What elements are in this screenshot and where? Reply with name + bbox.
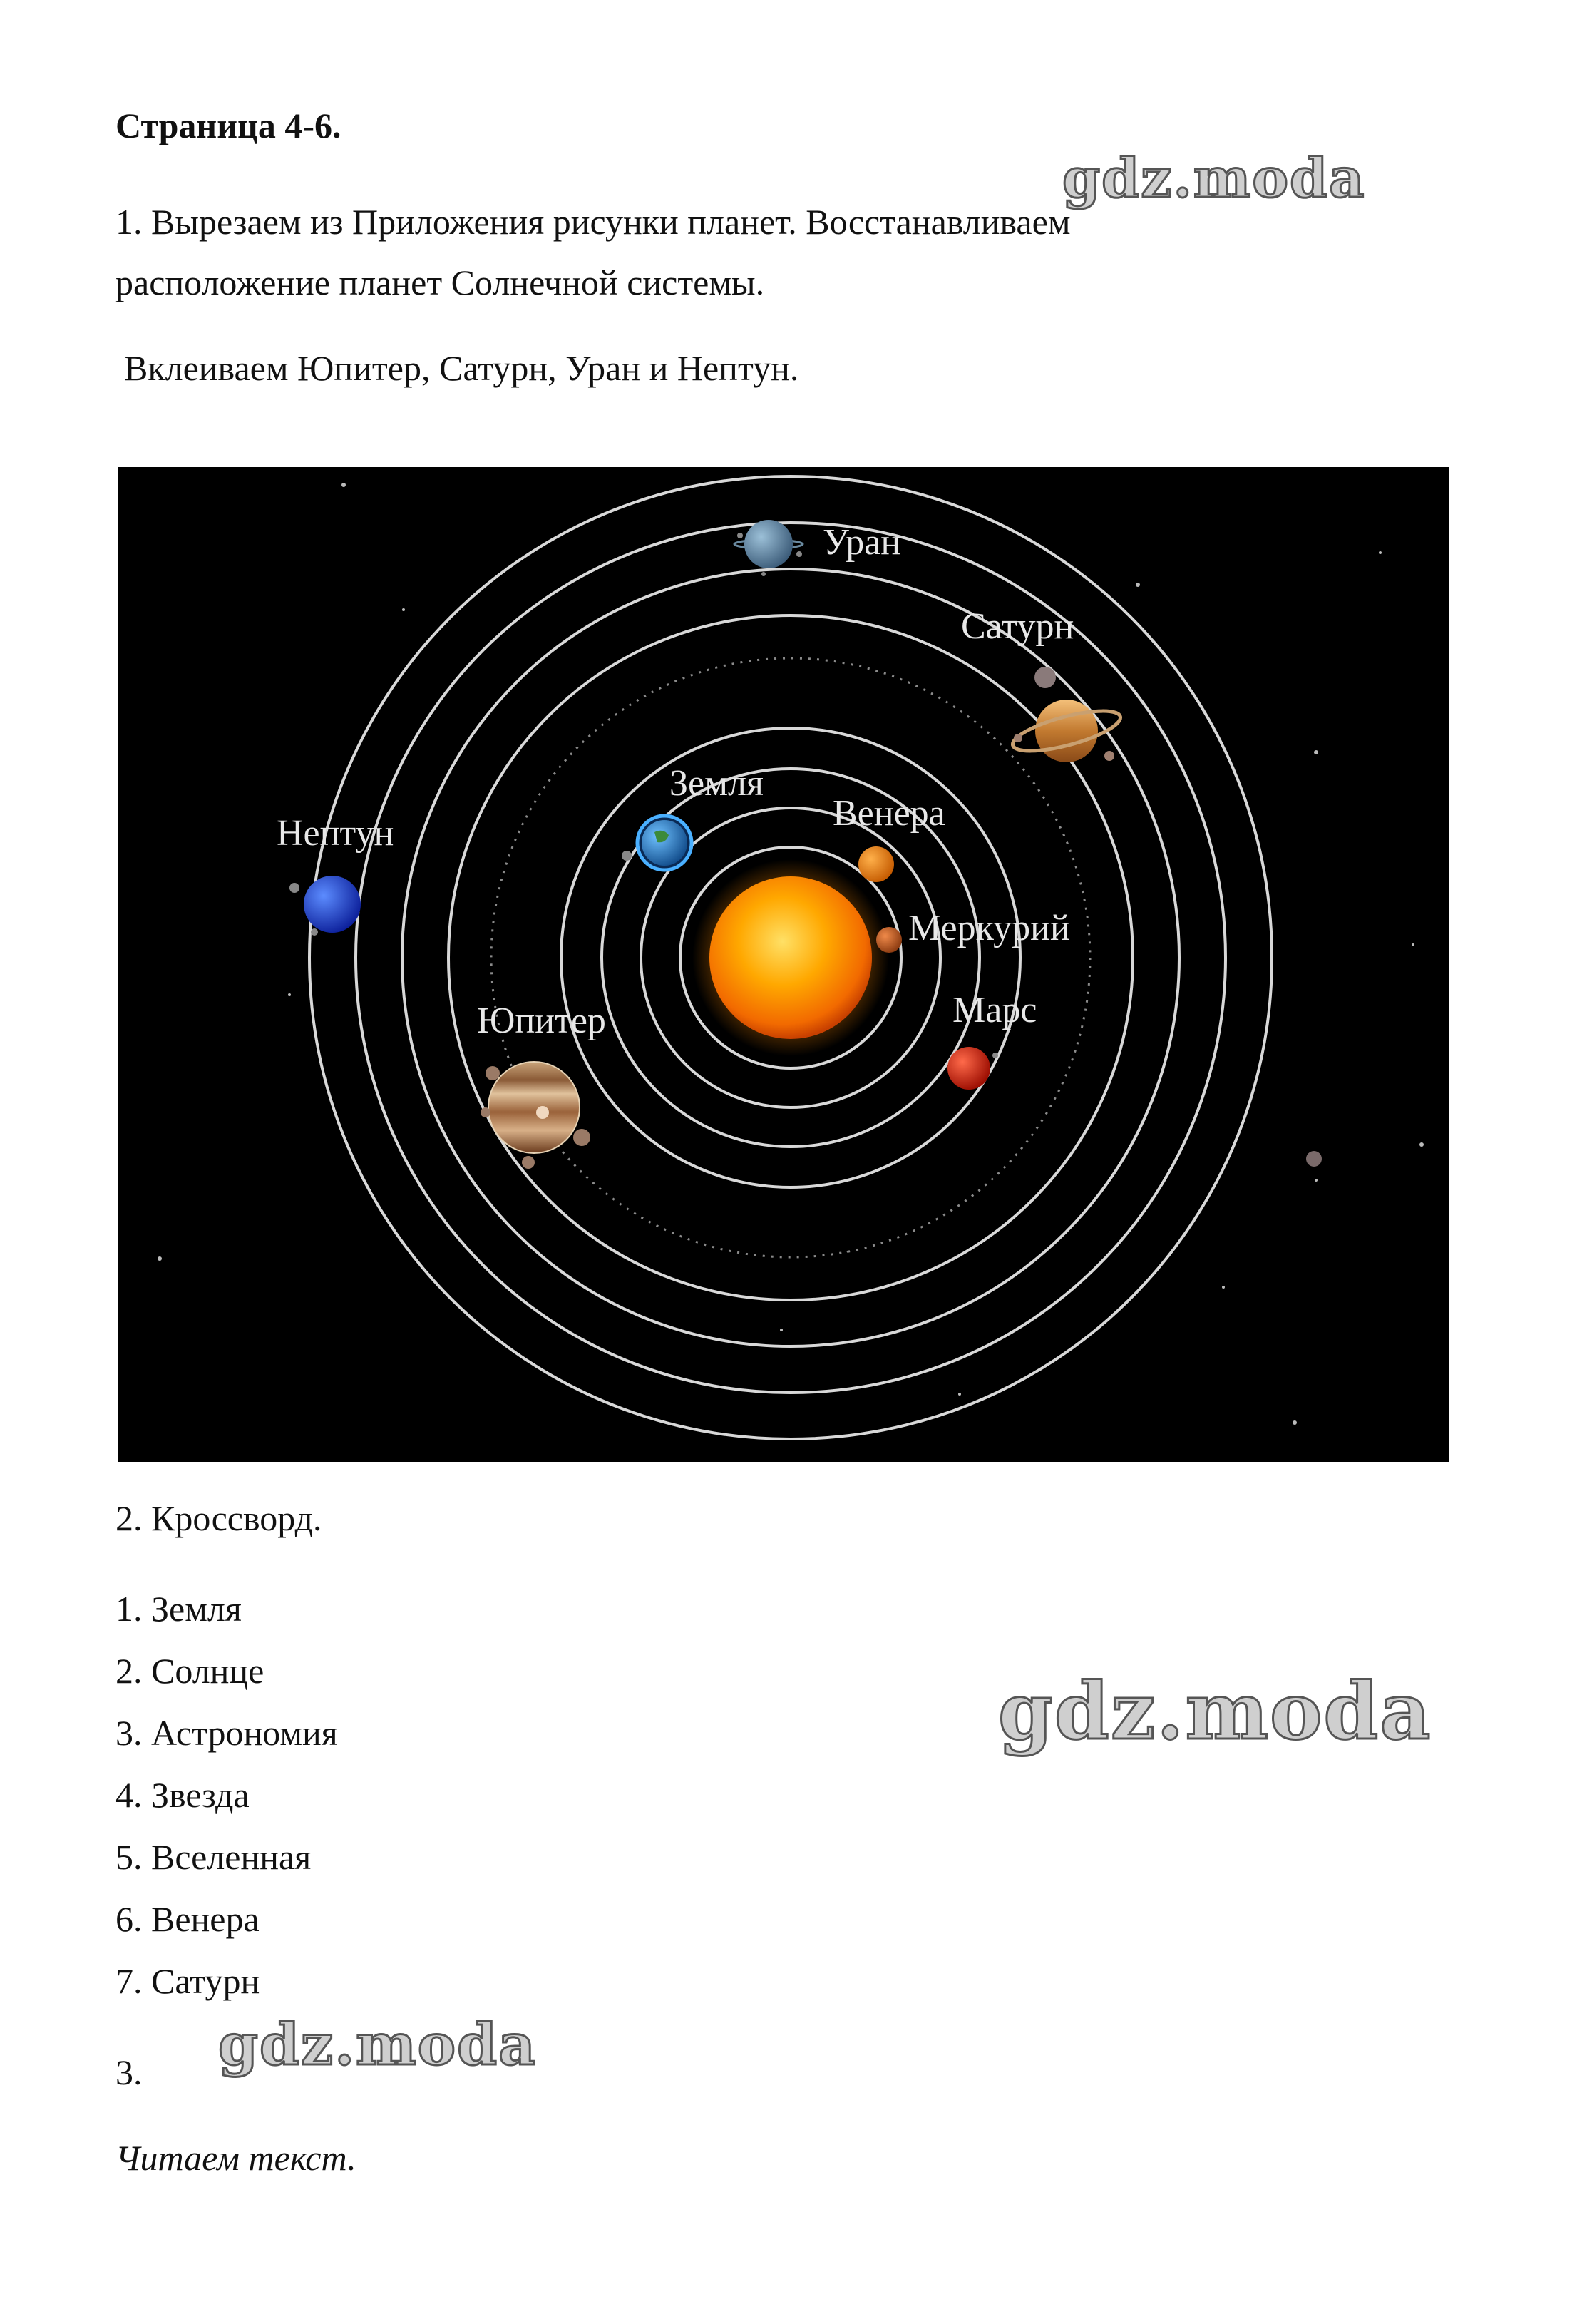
- watermark-middle: gdz.moda: [998, 1665, 1432, 1757]
- list-item: 7. Сатурн: [115, 1961, 260, 2001]
- task1-line2: расположение планет Солнечной системы.: [115, 262, 765, 302]
- watermark-bottom: gdz.moda: [218, 2011, 537, 2078]
- neptune-icon: [289, 876, 361, 936]
- page-title: Страница 4-6.: [115, 106, 341, 145]
- solar-system-image: [118, 467, 1449, 1462]
- dwarf-planet-icon: [1306, 1151, 1322, 1167]
- task1-line1: 1. Вырезаем из Приложения рисунки планет. Восстанавливаем: [115, 202, 1071, 242]
- label-mercury: Меркурий: [908, 908, 1070, 948]
- label-earth: Земля: [669, 763, 764, 804]
- task1-line3: Вклеиваем Юпитер, Сатурн, Уран и Нептун.: [124, 348, 799, 388]
- mercury-icon: [876, 927, 902, 953]
- task3-number: 3.: [115, 2052, 143, 2092]
- label-uranus: Уран: [823, 522, 901, 563]
- label-venus: Венера: [833, 793, 945, 834]
- list-item: 4. Звезда: [115, 1775, 250, 1815]
- label-saturn: Сатурн: [961, 606, 1074, 647]
- crossword-answers: [115, 1578, 338, 2012]
- label-jupiter: Юпитер: [477, 1000, 606, 1041]
- venus-icon: [858, 846, 894, 882]
- list-item: 2. Солнце: [115, 1651, 264, 1691]
- task3-text: Читаем текст.: [115, 2138, 356, 2178]
- label-mars: Марс: [952, 990, 1037, 1030]
- list-item: 6. Венера: [115, 1899, 260, 1939]
- sun-icon: [709, 876, 872, 1039]
- task2-heading: 2. Кроссворд.: [115, 1498, 322, 1538]
- list-item: 1. Земля: [115, 1589, 242, 1629]
- watermark-top: gdz.moda: [1062, 146, 1366, 210]
- jupiter-icon: [481, 1062, 590, 1169]
- saturn-icon: [1009, 667, 1124, 762]
- label-neptune: Нептун: [277, 813, 394, 854]
- list-item: 5. Вселенная: [115, 1837, 312, 1877]
- earth-icon: [622, 816, 692, 870]
- list-item: 3. Астрономия: [115, 1713, 338, 1753]
